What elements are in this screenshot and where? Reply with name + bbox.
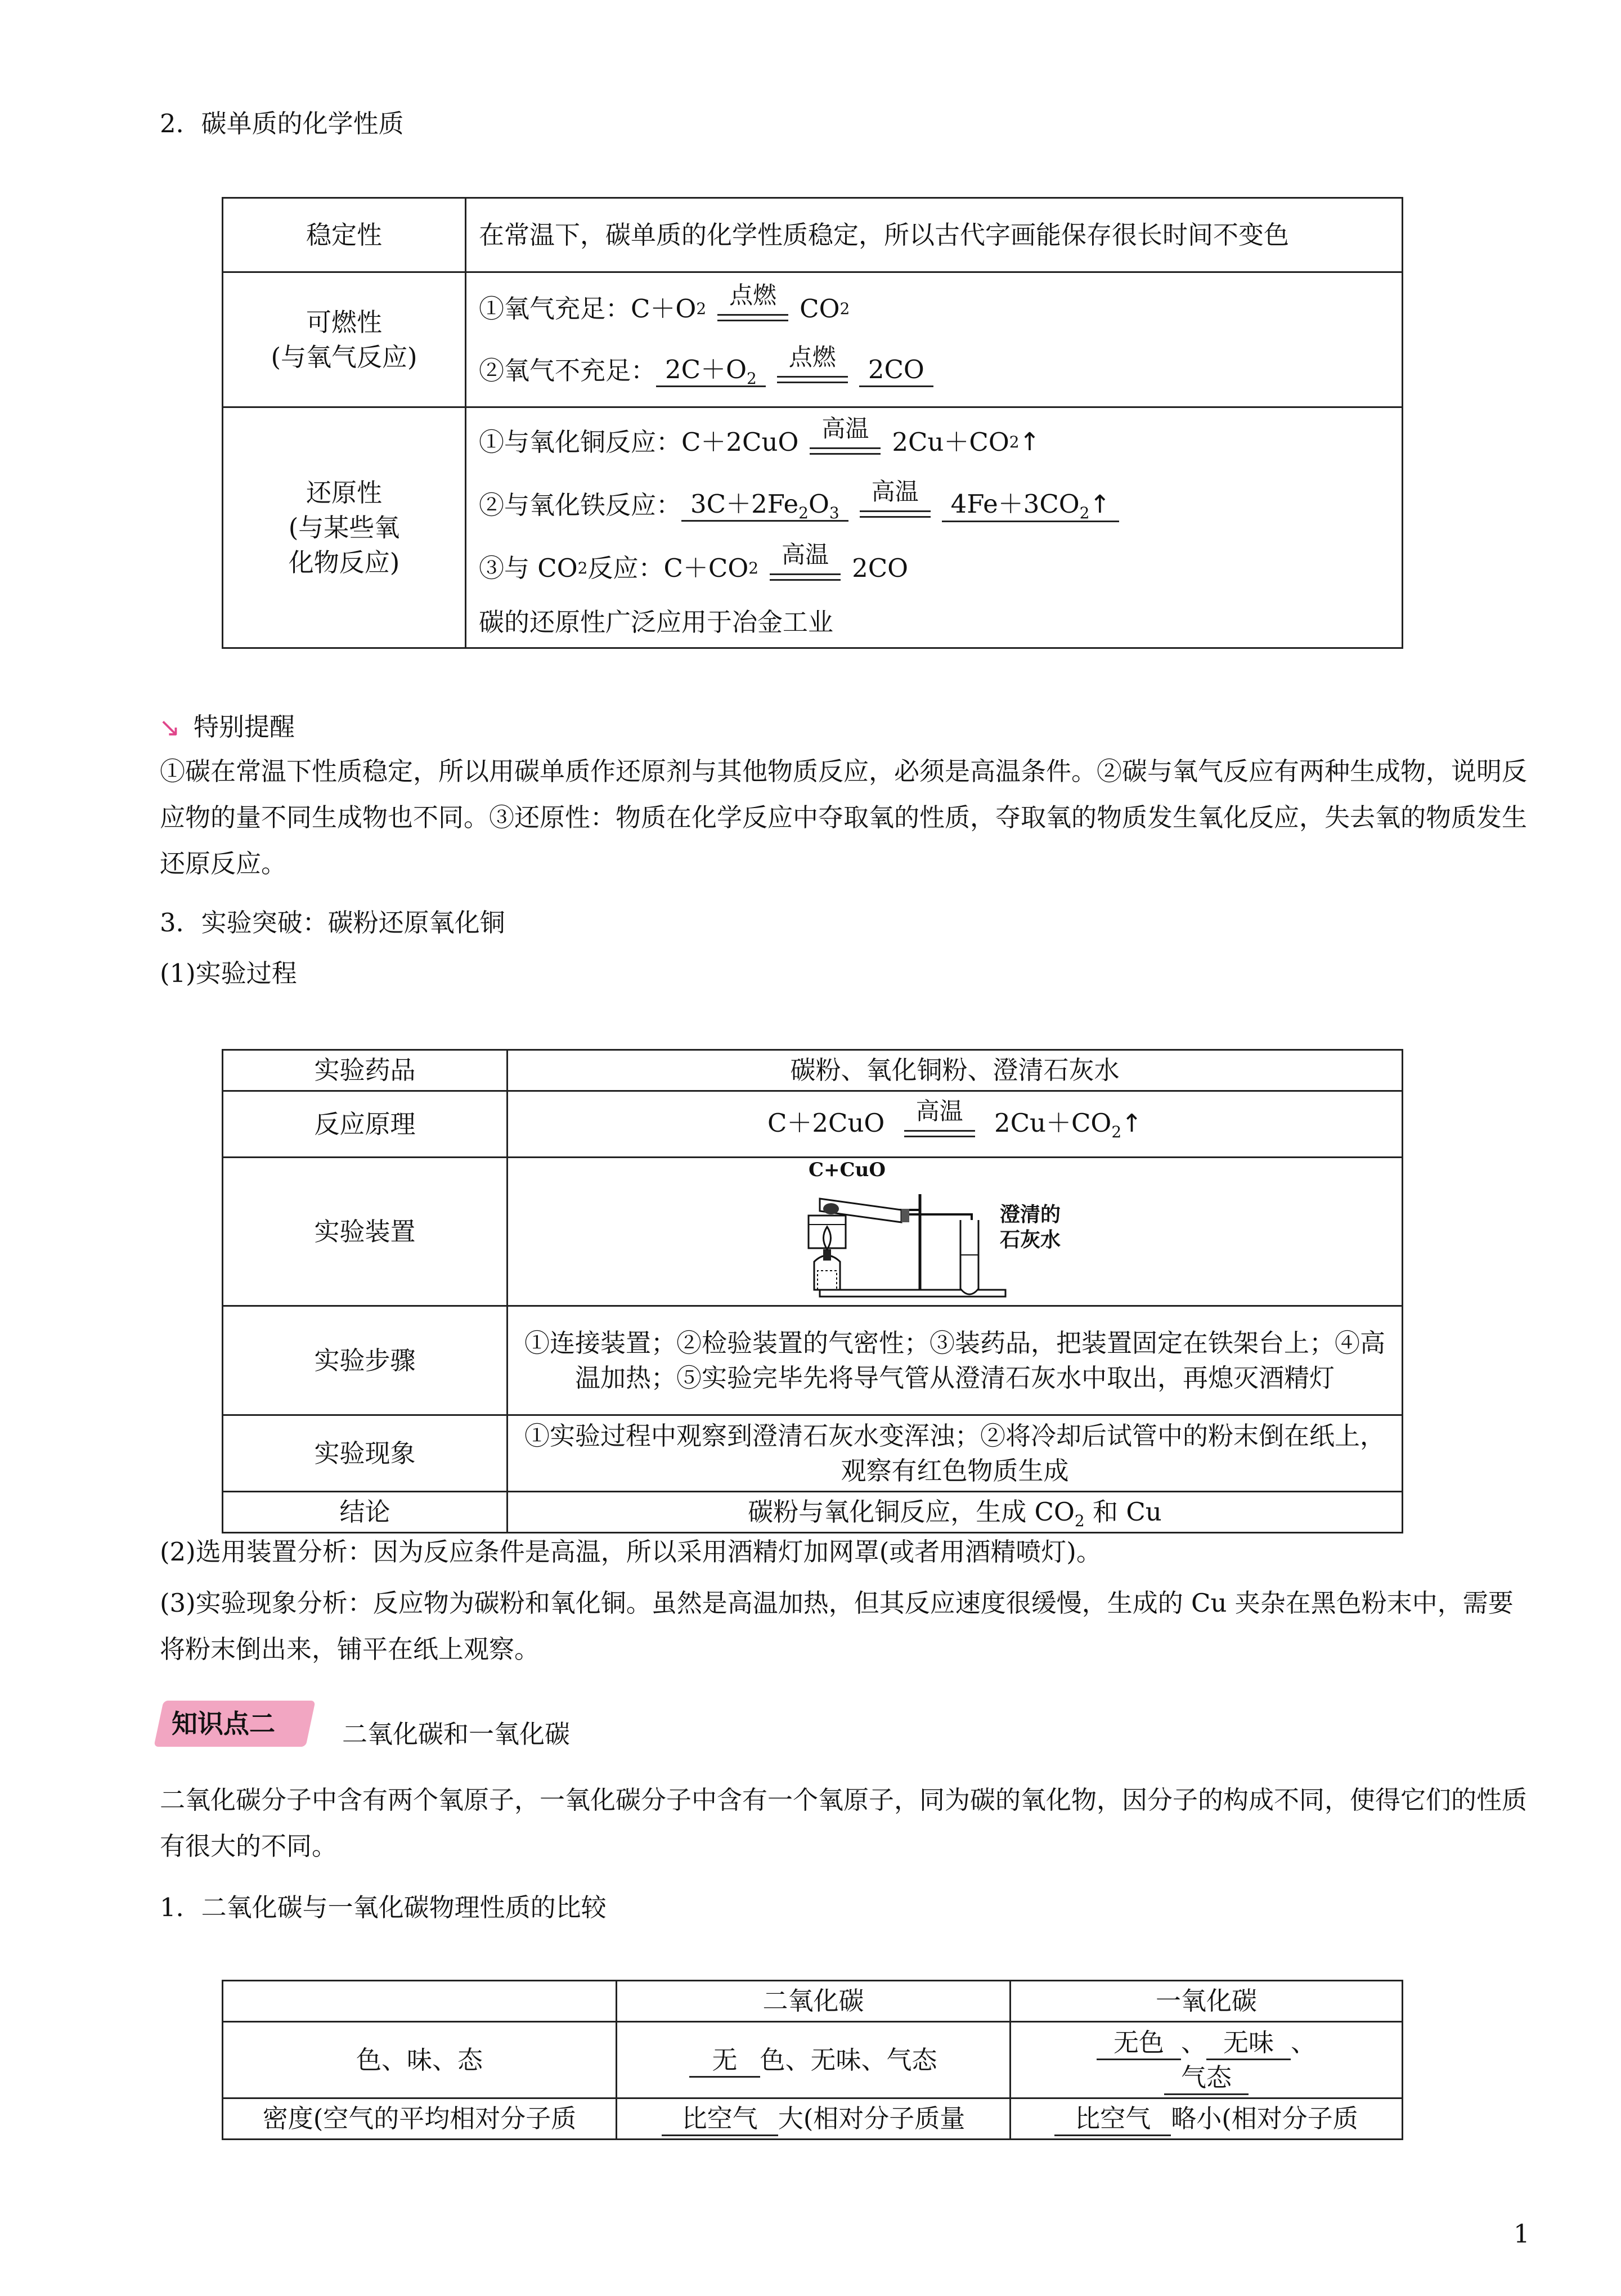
exp-label-apparatus: 实验装置 — [223, 1158, 508, 1306]
answer-blank: 气态 — [1164, 2062, 1249, 2095]
answer-blank: 比空气 — [662, 2103, 778, 2136]
equation-row: ①氧气充足：C＋O 2 点燃 CO 2 — [479, 278, 1389, 340]
answer-blank — [656, 354, 766, 387]
equation-text: 2Cu＋CO — [994, 1107, 1112, 1138]
equation-row: ①与氧化铜反应：C＋2CuO 高温 2Cu＋CO 2 ↑ — [479, 411, 1389, 474]
prop-desc-stable: 在常温下，碳单质的化学性质稳定，所以古代字画能保存很长时间不变色 — [466, 198, 1403, 272]
equation-row: ③与 CO 2 反应：C＋CO 2 高温 2CO — [479, 537, 1389, 600]
cmp-header-co2: 二氧化碳 — [617, 1981, 1011, 2022]
reminder-text: ①碳在常温下性质稳定，所以用碳单质作还原剂与其他物质反应，必须是高温条件。②碳与氧气反应有两种生成物，说明反应物的量不同生成物也不同。③还原性：物质在化学反应中夺取氧的性质，夺取氧的物质发生氧化反应，失去氧的物质发生还原反应。 — [160, 756, 1528, 878]
conclusion-text: 碳粉与氧化铜反应，生成 CO — [748, 1497, 1075, 1527]
page-number: 1 — [1514, 2219, 1530, 2249]
equation-text: ①与氧化铜反应：C＋2CuO — [479, 427, 799, 457]
subscript: 2 — [1074, 1512, 1085, 1530]
answer-blank: 无色 — [1097, 2027, 1181, 2060]
answer-blank: $3C+2Fe_2O_3$ — [681, 488, 848, 522]
knowledge-point-title: 二氧化碳和一氧化碳 — [342, 1719, 571, 1749]
subscript: 2 — [746, 369, 757, 388]
section-heading: 3．实验突破：碳粉还原氧化铜 — [160, 908, 505, 938]
subsection-heading: (1)实验过程 — [160, 958, 297, 988]
subscript: 3 — [829, 504, 839, 522]
prop-desc-reducing — [466, 407, 1403, 648]
arrow-down-right-icon: ↘ — [159, 712, 181, 742]
exp-value-principle — [508, 1091, 1403, 1158]
conclusion-text: 和 Cu — [1084, 1497, 1162, 1527]
equation-row — [479, 340, 1389, 402]
equation-text: 2Cu＋CO — [892, 427, 1009, 457]
equation-row — [479, 474, 1389, 537]
exp-label-steps: 实验步骤 — [223, 1306, 508, 1415]
knowledge-point-label: 知识点二 — [172, 1708, 275, 1739]
gas-arrow-icon: ↑ — [1121, 1109, 1143, 1138]
cmp-co-appearance — [1011, 2022, 1403, 2098]
prop-name-reducing — [223, 407, 466, 648]
gas-arrow-icon: ↑ — [1089, 490, 1111, 519]
separator: 、 — [1291, 2027, 1317, 2057]
subscript: 2 — [1079, 503, 1090, 522]
analysis-paragraph: (3)实验现象分析：反应物为碳粉和氧化铜。虽然是高温加热，但其反应速度很缓慢，生成的 Cu 夹杂在黑色粉末中，需要将粉末倒出来，铺平在纸上观察。 — [160, 1588, 1514, 1664]
answer-text: 4Fe＋3CO — [950, 488, 1080, 519]
reaction-condition — [769, 540, 842, 586]
exp-label-principle: 反应原理 — [223, 1091, 508, 1158]
separator: 、 — [1180, 2027, 1206, 2057]
experiment-table — [222, 1049, 1403, 1533]
reaction-condition — [716, 281, 789, 326]
equation-text: ③与 CO — [479, 553, 578, 583]
application-note: 碳的还原性广泛应用于冶金工业 — [479, 607, 834, 637]
exp-label-phenomenon: 实验现象 — [223, 1415, 508, 1492]
analysis-paragraph: (2)选用装置分析：因为反应条件是高温，所以采用酒精灯加网罩(或者用酒精喷灯)。 — [160, 1537, 1102, 1567]
equation-text: CO — [800, 293, 840, 324]
cmp-label-appearance: 色、味、态 — [223, 2022, 617, 2098]
exp-value-apparatus — [508, 1158, 1403, 1306]
apparatus-diagram-icon — [786, 1159, 1124, 1304]
cmp-label-density: 密度(空气的平均相对分子质 — [223, 2098, 617, 2140]
prop-desc-combustible — [466, 272, 1403, 407]
carbon-properties-table — [222, 197, 1403, 649]
answer-blank: 比空气 — [1054, 2103, 1171, 2136]
answer-blank: 无味 — [1206, 2027, 1291, 2060]
tube-label: C+CuO — [809, 1159, 886, 1181]
equation-text: ②氧气不充足： — [479, 355, 657, 385]
section-heading: 1．二氧化碳与一氧化碳物理性质的比较 — [160, 1893, 607, 1922]
cmp-co2-density — [617, 2098, 1011, 2140]
reminder-title: 特别提醒 — [194, 712, 295, 742]
prop-name-stable: 稳定性 — [223, 198, 466, 272]
prop-name-line: (与某些氧 — [288, 512, 400, 542]
cmp-header-co: 一氧化碳 — [1011, 1981, 1403, 2022]
answer-text: 2CO — [868, 355, 924, 384]
answer-blank: 无 — [689, 2044, 760, 2078]
condition-label: 点燃 — [729, 281, 777, 309]
answer-text: 色、无味、气态 — [760, 2044, 937, 2075]
exp-value-drugs: 碳粉、氧化铜粉、澄清石灰水 — [508, 1050, 1403, 1091]
condition-label: 点燃 — [788, 343, 836, 371]
section-heading: 2．碳单质的化学性质 — [160, 109, 404, 138]
gas-arrow-icon: ↑ — [1019, 427, 1040, 456]
condition-label: 高温 — [782, 540, 829, 568]
exp-value-phenomenon: ①实验过程中观察到澄清石灰水变浑浊；②将冷却后试管中的粉末倒在纸上，观察有红色物质生成 — [508, 1415, 1403, 1492]
prop-name-line: 化物反应) — [288, 547, 400, 577]
exp-value-conclusion — [508, 1492, 1403, 1533]
water-label-line2: 石灰水 — [1000, 1227, 1061, 1252]
equation-text: 反应：C＋CO — [587, 553, 749, 583]
cmp-co2-appearance — [617, 2022, 1011, 2098]
cmp-header-empty — [223, 1981, 617, 2022]
exp-label-conclusion: 结论 — [223, 1492, 508, 1533]
intro-paragraph: 二氧化碳分子中含有两个氧原子，一氧化碳分子中含有一个氧原子，同为碳的氧化物，因分子的构成不同，使得它们的性质有很大的不同。 — [160, 1785, 1528, 1861]
answer-text: 大(相对分子质量 — [778, 2104, 966, 2133]
equation-text: 2CO — [852, 553, 909, 583]
reaction-condition — [903, 1097, 976, 1142]
reaction-condition — [859, 477, 932, 523]
answer-blank — [942, 488, 1120, 522]
condition-label: 高温 — [871, 477, 919, 505]
condition-label: 高温 — [915, 1097, 963, 1125]
prop-name-line: (与氧气反应) — [271, 342, 417, 372]
water-label-line1: 澄清的 — [1000, 1202, 1061, 1226]
answer-blank — [859, 354, 933, 387]
prop-name-line: 可燃性 — [306, 307, 382, 337]
answer-text: 略小(相对分子质 — [1171, 2104, 1358, 2133]
answer-text: 2C＋O — [665, 355, 747, 384]
answer-text: 3C＋2Fe — [690, 489, 799, 519]
prop-name-combustible — [223, 272, 466, 407]
prop-name-line: 还原性 — [306, 477, 382, 508]
reaction-condition — [809, 414, 882, 460]
subscript: 2 — [798, 504, 809, 522]
condition-label: 高温 — [821, 414, 869, 442]
cmp-co-density — [1011, 2098, 1403, 2140]
exp-label-drugs: 实验药品 — [223, 1050, 508, 1091]
reaction-condition — [776, 343, 849, 388]
subscript: 2 — [1111, 1122, 1122, 1141]
equation-text: ②与氧化铁反应： — [479, 490, 682, 520]
equation-text: ①氧气充足：C＋O — [479, 293, 697, 324]
equation-text: C＋2CuO — [767, 1107, 885, 1138]
comparison-table — [222, 1980, 1403, 2140]
exp-value-steps: ①连接装置；②检验装置的气密性；③装药品，把装置固定在铁架台上；④高温加热；⑤实验完毕先将导气管从澄清石灰水中取出，再熄灭酒精灯 — [508, 1306, 1403, 1415]
